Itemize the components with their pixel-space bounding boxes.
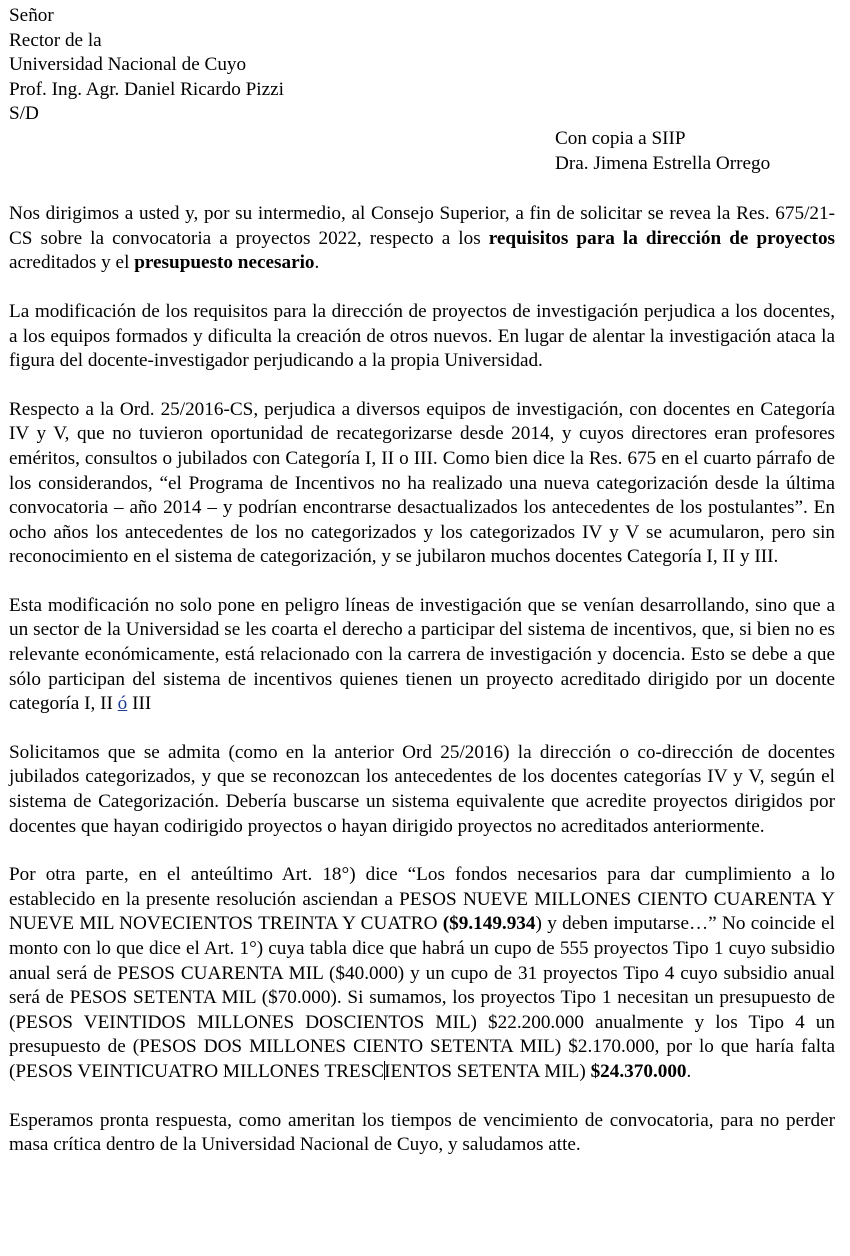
paragraph-petition[interactable]: Solicitamos que se admita (como en la anterior Ord 25/2016) la dirección o co-dirección de docentes jubilados categorizados, y que se reconozcan los antecedentes de los docentes categorías IV y V, según el sistema de Categorización. Debería buscarse un sistema equivalente que acredite proyectos dirigidos por docentes que hayan codirigido proyectos o hayan dirigido proyectos no acreditados anteriormente. [9,741,835,837]
text-run: ) y deben imputarse…” No coincide el monto con lo que dice el Art. 1°) cuya tabla dice que habrá un cupo de 555 proyectos Tipo 1 cuyo subsidio anual será de PESOS CUARENTA MIL ($40.000) y un cupo de 31 proyectos Tipo 4 cuyo subsidio anual será de PESOS SETENTA MIL ($70.000). Si sumamos, los proyectos Tipo 1 necesitan un presupuesto de (PESOS VEINTIDOS MILLONES DOSCIENTOS MIL) $22.200.000 anualmente y los Tipo 4 un presupuesto de (PESOS DOS MILLONES CIENTO SETENTA MIL) $2.170.000, por lo que haría falta (PESOS VEINTICUATRO MILLONES TRESC [9,913,835,1082]
paragraph-closing[interactable]: Esperamos pronta respuesta, como ameritan los tiempos de vencimiento de convocatoria, para no perder masa crítica dentro de la Universidad Nacional de Cuyo, y saludamos atte. [9,1109,835,1156]
bold-text: presupuesto necesario [134,252,315,274]
bold-text: requisitos para la dirección de proyectos [488,227,836,249]
bold-text: ($9.149.934 [442,913,536,935]
addressee-block [9,4,835,127]
addressee-line: Rector de la [9,29,102,51]
addressee-line: Prof. Ing. Agr. Daniel Ricardo Pizzi [9,78,284,100]
copy-to-line: Dra. Jimena Estrella Orrego [555,152,771,174]
paragraph-budget[interactable] [9,863,835,1084]
text-run: Nos dirigimos a usted y, por su intermedio, al Consejo Superior, a fin de solicitar se revea la Res. 675/21-CS sobre la convocatoria a proyectos 2022, respecto a los [9,203,835,249]
paragraph-ordinance[interactable]: Respecto a la Ord. 25/2016-CS, perjudica a diversos equipos de investigación, con docentes en Categoría IV y V, que no tuvieron oportunidad de recategorizarse desde 2014, y cuyos directores eran profesores eméritos, consultos o jubilados con Categoría I, II o III. Como bien dice la Res. 675 en el cuarto párrafo de los considerandos, “el Programa de Incentivos no ha realizado una nueva categorización desde la última convocatoria – año 2014 – y podrían encontrarse desactualizados los antecedentes de los postulantes”. En ocho años los antecedentes de los no categorizados y los categorizados IV y V se acumularon, pero sin reconocimiento en el sistema de categorización, y se jubilaron muchos docentes Categoría I, II y III. [9,398,835,568]
text-run: III [127,693,152,715]
paragraph-modification[interactable]: La modificación de los requisitos para la dirección de proyectos de investigación perjudica a los docentes, a los equipos formados y dificulta la creación de otros nuevos. En lugar de alentar la investigación ataca la figura del docente-investigador perjudicando a la propia Universidad. [9,300,835,372]
text-run: acreditados y el [9,252,135,274]
bold-text: $24.370.000 [590,1060,687,1082]
addressee-line: Universidad Nacional de Cuyo [9,54,247,76]
document-page [9,4,835,1158]
copy-to-line: Con copia a SIIP [555,127,686,149]
addressee-line: Señor [9,5,54,26]
text-run: Esta modificación no solo pone en peligro líneas de investigación que se venían desarrollando, sino que a un sector de la Universidad se les coarta el derecho a participar del sistema de incentivos, que, si bien no es relevante económicamente, está relacionado con la carrera de investigación y docencia. Esto se debe a que sólo participan del sistema de incentivos quienes tienen un proyecto acreditado dirigido por un docente categoría I, II [9,594,835,715]
text-run: . [314,252,320,274]
addressee-line: S/D [9,103,39,125]
copy-to-block [555,127,835,176]
text-run: . [686,1060,692,1082]
paragraph-request[interactable] [9,202,835,276]
text-run: Por otra parte, en el anteúltimo Art. 18°) dice “Los fondos necesarios para dar cumplimiento a lo establecido en la presente resolución asciendan a PESOS NUEVE MILLONES CIENTO CUARENTA Y NUEVE MIL NOVECIENTOS TREINTA Y CUATRO [9,864,835,935]
paragraph-incentives[interactable] [9,594,835,717]
text-run: IENTOS SETENTA MIL) [384,1060,591,1082]
spellcheck-underlined-word[interactable]: ó [117,693,128,715]
